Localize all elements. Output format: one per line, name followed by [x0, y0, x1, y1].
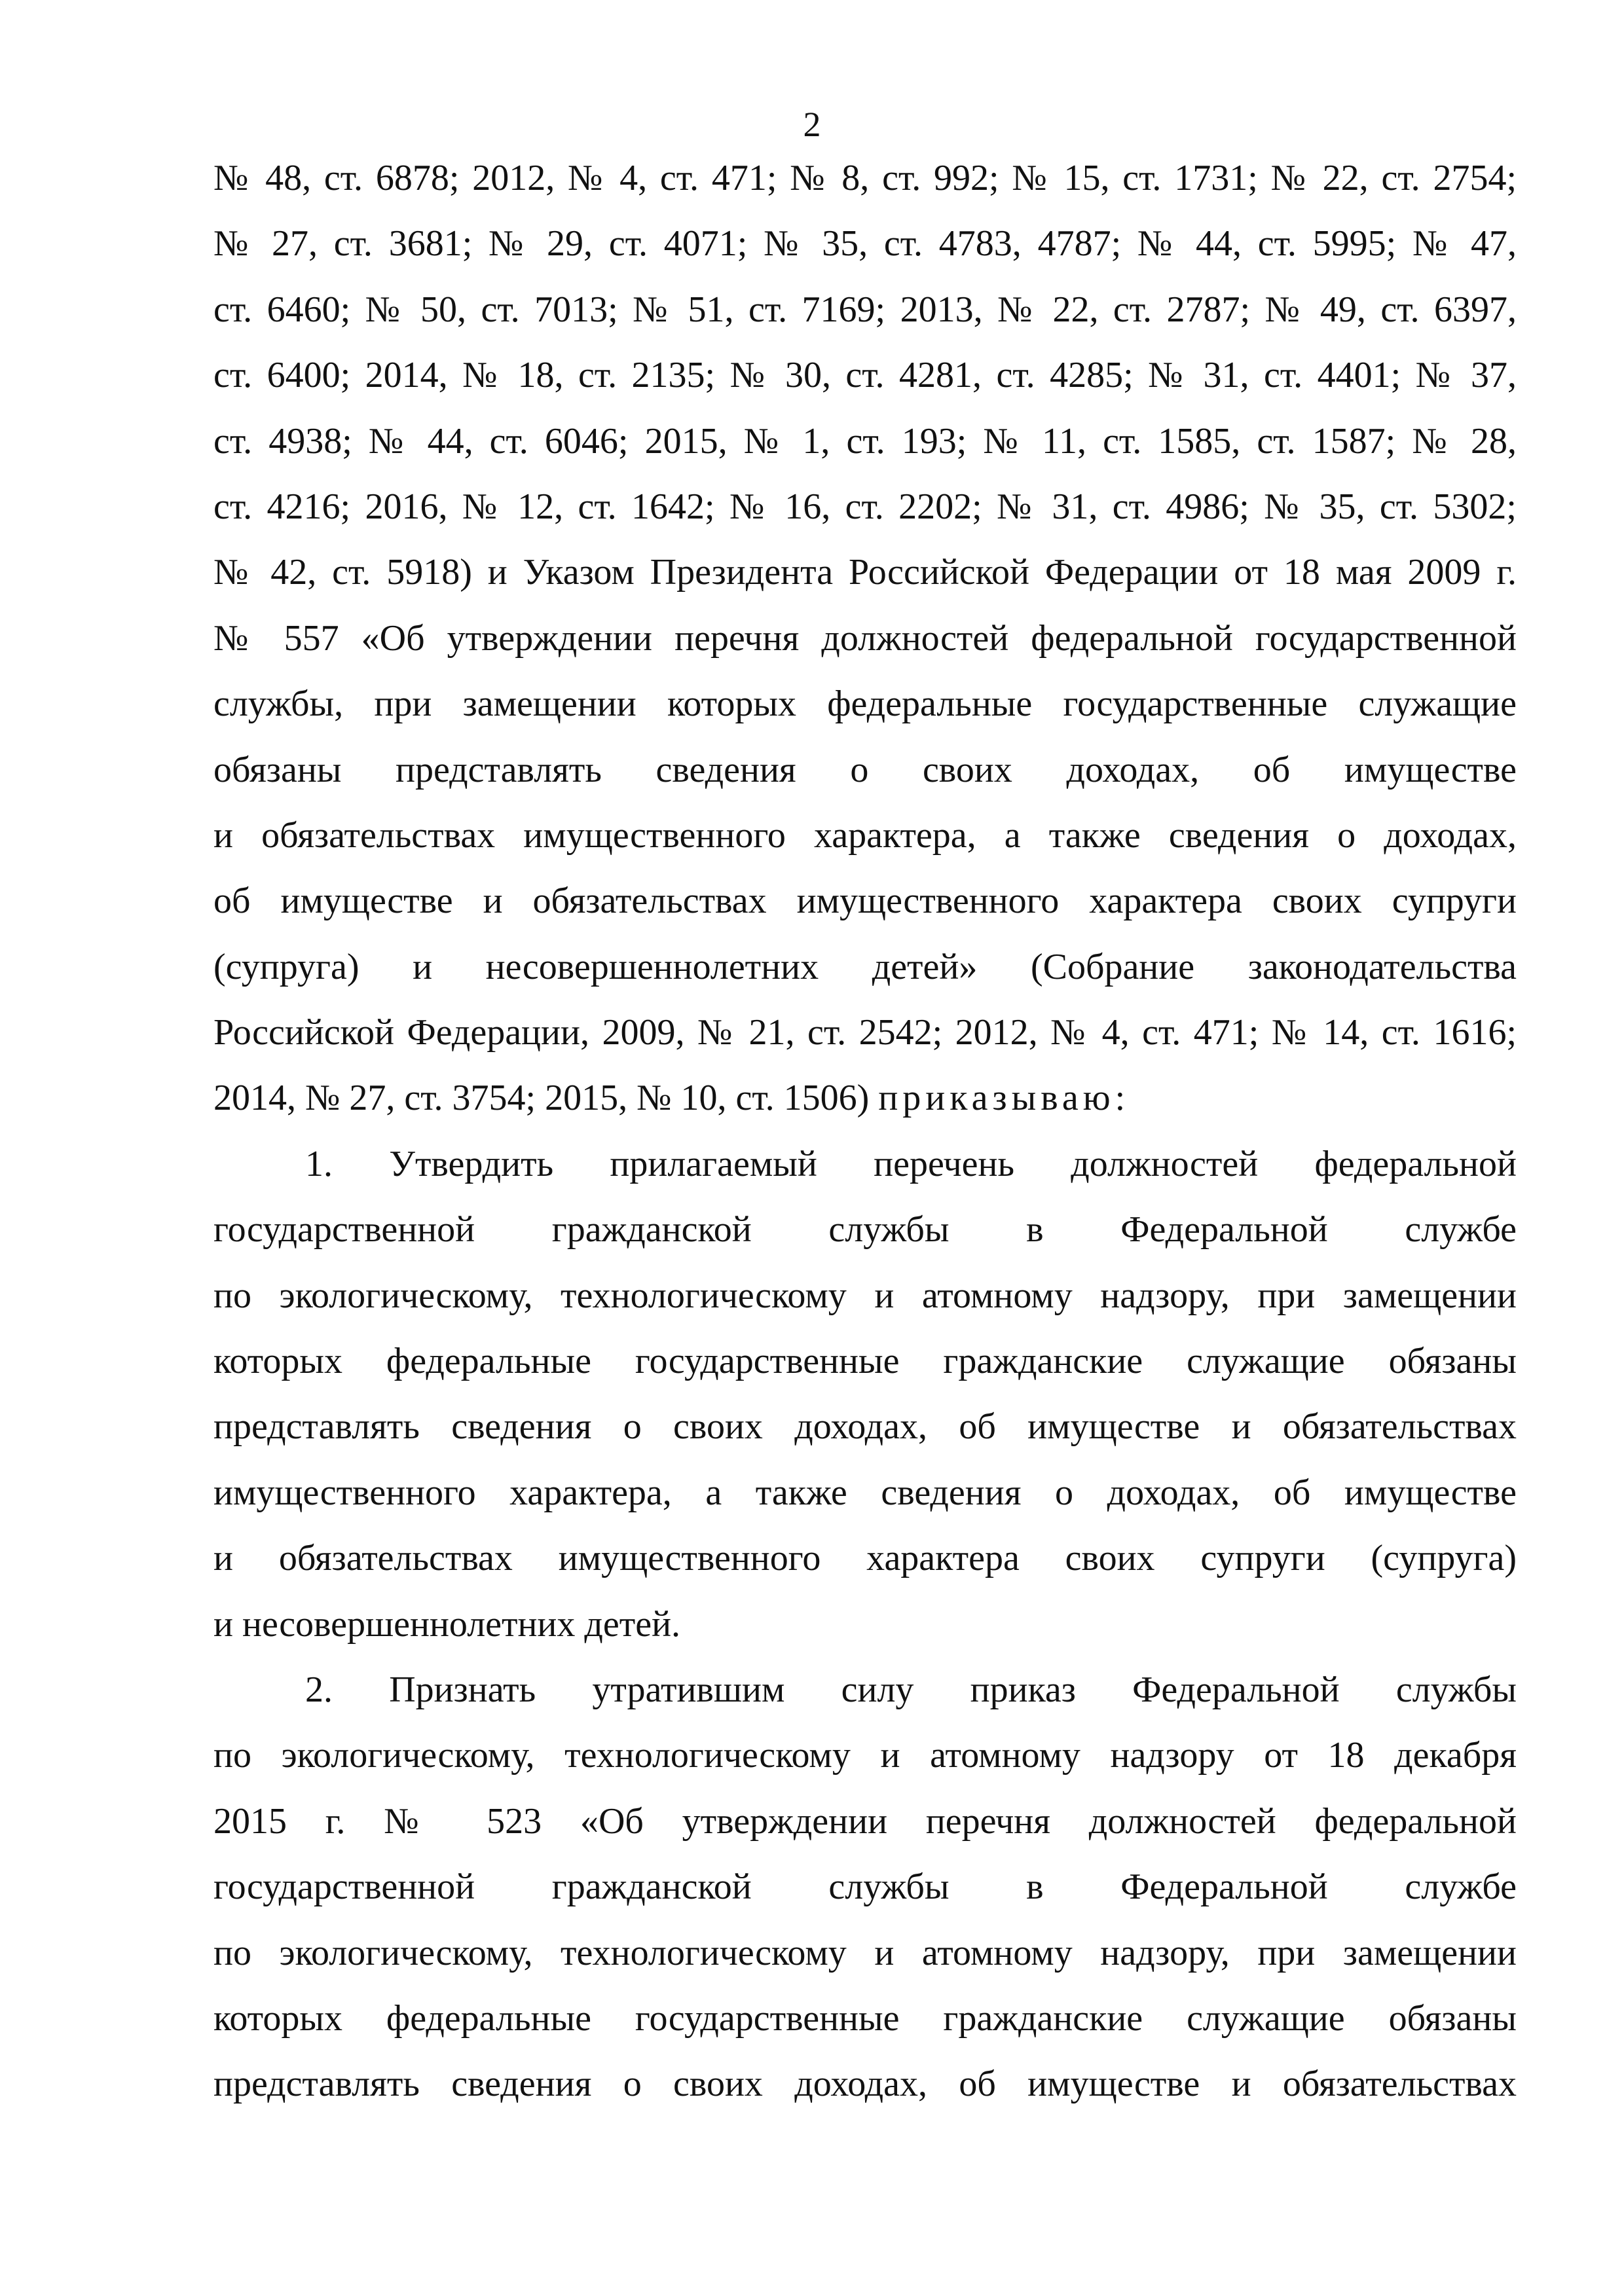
item2-line: государственной гражданской службы в Федеральной службе — [213, 1867, 1517, 1908]
text-line: № 48, ст. 6878; 2012, № 4, ст. 471; № 8, ст. 992; № 15, ст. 1731; № 22, ст. 2754; — [213, 158, 1517, 198]
item2-line: 2015 г. № 523 «Об утверждении перечня должностей федеральной — [213, 1800, 1517, 1842]
text-line: и обязательствах имущественного характера, а также сведения о доходах, — [213, 814, 1517, 856]
text-line: службы, при замещении которых федеральные государственные служащие — [213, 683, 1517, 725]
text-line: ст. 4216; 2016, № 12, ст. 1642; № 16, ст. 2202; № 31, ст. 4986; № 35, ст. 5302; — [213, 486, 1517, 527]
item1-line: имущественного характера, а также сведения о доходах, об имуществе — [213, 1472, 1517, 1513]
item1-line: представлять сведения о своих доходах, об имуществе и обязательствах — [213, 1406, 1517, 1448]
text-line: ст. 6460; № 50, ст. 7013; № 51, ст. 7169; 2013, № 22, ст. 2787; № 49, ст. 6397, — [213, 289, 1517, 330]
text-line: Российской Федерации, 2009, № 21, ст. 2542; 2012, № 4, ст. 471; № 14, ст. 1616; — [213, 1012, 1517, 1053]
item1-line: и обязательствах имущественного характера своих супруги (супруга) — [213, 1538, 1517, 1579]
item2-line: 2. Признать утратившим силу приказ Федеральной службы — [305, 1669, 1517, 1710]
item1-line: государственной гражданской службы в Федеральной службе — [213, 1209, 1517, 1250]
order-line — [213, 1065, 1517, 1131]
text-line: № 27, ст. 3681; № 29, ст. 4071; № 35, ст. 4783, 4787; № 44, ст. 5995; № 47, — [213, 223, 1517, 264]
item2-line: представлять сведения о своих доходах, об имуществе и обязательствах — [213, 2064, 1517, 2105]
text-line: обязаны представлять сведения о своих доходах, об имуществе — [213, 749, 1517, 790]
text-line: ст. 6400; 2014, № 18, ст. 2135; № 30, ст. 4281, ст. 4285; № 31, ст. 4401; № 37, — [213, 355, 1517, 396]
item2-line: которых федеральные государственные гражданские служащие обязаны — [213, 1997, 1517, 2039]
text-line: № 42, ст. 5918) и Указом Президента Российской Федерации от 18 мая 2009 г. — [213, 552, 1517, 593]
item1-line: и несовершеннолетних детей. — [213, 1603, 681, 1645]
text-line: (супруга) и несовершеннолетних детей» (Собрание законодательства — [213, 946, 1517, 987]
text-line: об имуществе и обязательствах имущественного характера своих супруги — [213, 881, 1517, 922]
order-word: приказываю: — [878, 1078, 1130, 1119]
text-line: ст. 4938; № 44, ст. 6046; 2015, № 1, ст. 193; № 11, ст. 1585, ст. 1587; № 28, — [213, 420, 1517, 462]
item1-line: 1. Утвердить прилагаемый перечень должностей федеральной — [305, 1143, 1517, 1184]
order-line-prefix: 2014, № 27, ст. 3754; 2015, № 10, ст. 1506) — [213, 1078, 870, 1119]
page-number: 2 — [803, 105, 821, 144]
item2-line: по экологическому, технологическому и атомному надзору, при замещении — [213, 1932, 1517, 1973]
item1-line: по экологическому, технологическому и атомному надзору, при замещении — [213, 1275, 1517, 1316]
item1-line: которых федеральные государственные гражданские служащие обязаны — [213, 1341, 1517, 1382]
document-body — [213, 145, 1517, 2117]
item2-line: по экологическому, технологическому и атомному надзору от 18 декабря — [213, 1735, 1517, 1776]
text-line: № 557 «Об утверждении перечня должностей федеральной государственной — [213, 617, 1517, 659]
